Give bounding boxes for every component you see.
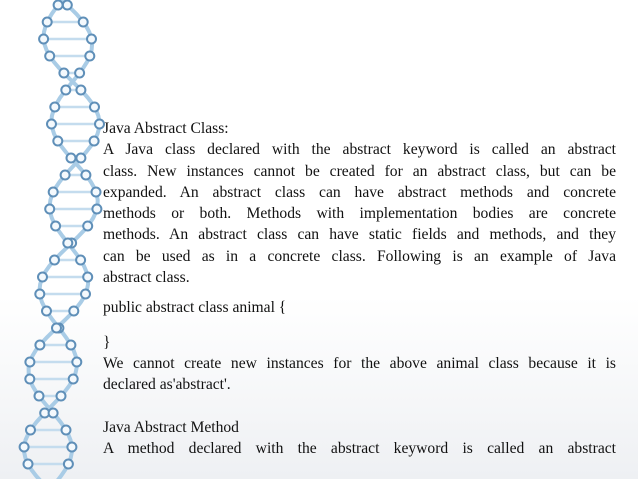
paragraph-line: We cannot create new instances for the above animal class because it is (103, 354, 616, 372)
section-heading: Java Abstract Class: (103, 120, 229, 137)
paragraph-line: expanded. An abstract class can have abstract methods and concrete (103, 183, 616, 201)
paragraph-line: methods. An abstract class can have static fields and methods, and they (103, 226, 616, 244)
paragraph-line: class. New instances cannot be created for an abstract class, but can be (103, 162, 616, 180)
code-line: } (103, 333, 111, 351)
paragraph-line: methods or both. Methods with implementation bodies are concrete (103, 205, 616, 223)
section-heading: Java Abstract Method (103, 418, 239, 436)
paragraph-line: A Java class declared with the abstract keyword is called an abstract (103, 141, 616, 159)
paragraph-line: A method declared with the abstract keyword is called an abstract (103, 439, 616, 457)
code-line: public abstract class animal { (103, 299, 287, 317)
paragraph-line: abstract class. (103, 269, 190, 287)
paragraph-line: declared as'abstract'. (103, 376, 231, 394)
paragraph-line: can be used as in a concrete class. Following is an example of Java (103, 247, 616, 265)
slide-text (103, 118, 616, 459)
